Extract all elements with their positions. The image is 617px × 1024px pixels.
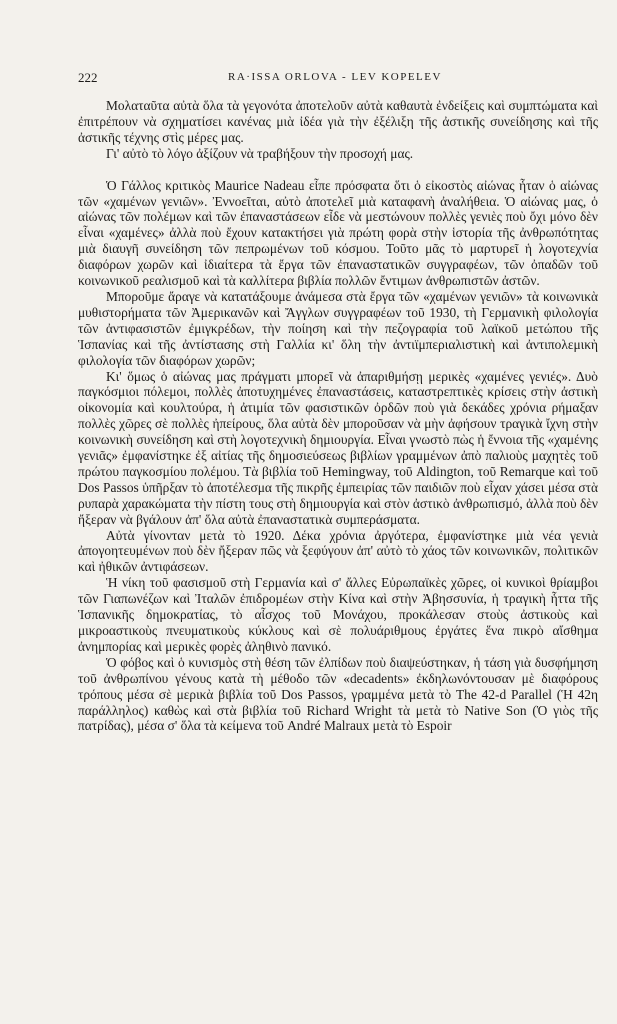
running-title: RA·ISSA ORLOVA - LEV KOPELEV <box>228 71 442 83</box>
paragraph: Κι' ὅμως ὁ αἰώνας μας πράγματι μπορεῖ νὰ ἀπαριθμήσῃ μερικὲς «χαμένες γενιές». Δυὸ παγκόσμιοι πόλεμοι, πολλὲς ἀποτυχημένες ἐπαναστάσεις, καταστρεπτικὲς κρίσεις στὴν ἀστικὴ οἰκονομία καὶ κουλτούρα, ἡ ἀτιμία τῶν φασιστικῶν ὀρδῶν ποὺ γιὰ δεκάδες χρόνια ρήμαξαν πολλὲς χῶρες σὲ πολλὲς ἠπείρους, ὅλα αὐτὰ δὲν μποροῦσαν νὰ μὴν ἀφήσουν τραγικὰ ἴχνη στὴν κοινωνικὴ συνείδηση καὶ στὴ λογοτεχνικὴ δημιουργία. Εἶναι γνωστὸ πὼς ἡ ἔννοια τῆς «χαμένης γενιᾶς» ἐμφανίστηκε ἐξ αἰτίας τῆς δημοσιεύσεως βιβλίων γραμμένων ἀπὸ παλιοὺς μαχητὲς τοῦ πρώτου παγκοσμίου πολέμου. Τὰ βιβλία τοῦ Hemingway, τοῦ Aldington, τοῦ Remarque καὶ τοῦ Dos Passos ὑπῆρξαν τὸ ἀποτέλεσμα τῆς πικρῆς ἐμπειρίας τῶν παιδιῶν ποὺ εἶχαν χάσει μέσα στὰ ρυπαρὰ χαρακώματα τὴν πίστη τους στὴ δημιουργία καὶ στὸν ἀστικὸ ἀνθρωπισμό, ἀλλὰ ποὺ δὲν ἤξεραν νὰ βγάλουν ἀπ' ὅλα αὐτὰ ἐπαναστατικὰ συμπεράσματα. <box>78 368 598 527</box>
paragraph: Αὐτὰ γίνονταν μετὰ τὸ 1920. Δέκα χρόνια ἀργότερα, ἐμφανίστηκε μιὰ νέα γενιὰ ἀπογοητευμένων ποὺ δὲν ἤξεραν πῶς νὰ ξεφύγουν ἀπ' αὐτὸ τὸ χάος τῶν κοινωνικῶν, πολιτικῶν καὶ ἠθικῶν ἀντιφάσεων. <box>78 527 598 575</box>
page-number: 222 <box>78 70 98 85</box>
paragraph: Ὁ φόβος καὶ ὁ κυνισμὸς στὴ θέση τῶν ἐλπίδων ποὺ διαψεύστηκαν, ἡ τάση γιὰ δυσφήμηση τοῦ ἀνθρωπίνου γένους κατὰ τὴ μέθοδο τῶν «decadents» ἐκδηλωνόντουσαν μὲ διαφόρους τρόπους μέσα σὲ μερικὰ βιβλία τοῦ Dos Passos, γραμμένα μετὰ τὸ The 42-d Parallel (Ἡ 42η παράλληλος) καθὼς καὶ στὰ βιβλία τοῦ Richard Wright τὰ μετὰ τὸ Native Son (Ὁ γιὸς τῆς πατρίδας), μέσα σ' ὅλα τὰ κείμενα τοῦ André Malraux μετὰ τὸ Espoir <box>78 654 598 734</box>
paragraph: Μποροῦμε ἄραγε νὰ κατατάξουμε ἀνάμεσα στὰ ἔργα τῶν «χαμένων γενιῶν» τὰ κοινωνικὰ μυθιστορήματα τῶν Ἀμερικανῶν καὶ Ἄγγλων συγγραφέων τοῦ 1930, τὴ Γερμανικὴ φιλολογία τῶν ἀντιφασιστῶν ἐμιγκρέδων, τὴν ποίηση καὶ τὴν πεζογραφία τοῦ λαϊκοῦ μετώπου τῆς Ἱσπανίας καὶ τῆς ἀντίστασης στὴ Γαλλία κι' ὅλη τὴν ἀντιϊμπεριαλιστικὴ καὶ ἀντιπολεμικὴ φιλολογία τῶν διαφόρων χωρῶν; <box>78 288 598 368</box>
paragraph: Ἡ νίκη τοῦ φασισμοῦ στὴ Γερμανία καὶ σ' ἄλλες Εὐρωπαϊκὲς χῶρες, οἱ κυνικοὶ θρίαμβοι τῶν Γιαπωνέζων καὶ Ἰταλῶν ἐπιδρομέων στὴν Κίνα καὶ στὴν Ἀβησσυνία, ἡ τραγικὴ ἧττα τῆς Ἱσπανικῆς δημοκρατίας, τὸ αἶσχος τοῦ Μονάχου, προκάλεσαν στοὺς ἀστικοὺς καὶ μικροαστικοὺς πνευματικοὺς κύκλους καὶ σὲ πολυάριθμους ἐργάτες ἕνα πικρὸ αἴσθημα ἀνημπορίας καὶ μερικὲς φορὲς ἀληθινὸ πανικό. <box>78 575 598 654</box>
body-text <box>78 98 598 734</box>
paragraph: Μολαταῦτα αὐτὰ ὅλα τὰ γεγονότα ἀποτελοῦν αὐτὰ καθαυτὰ ἐνδείξεις καὶ συμπτώματα καὶ ἐπιτρέπουν νὰ σχηματίσει κανένας μιὰ ἰδέα γιὰ τὴν ἐξέλιξη τῆς ἀστικῆς συνείδησης καὶ τῆς ἀστικῆς τέχνης στὶς μέρες μας. <box>78 98 598 145</box>
paragraph: Ὁ Γάλλος κριτικὸς Maurice Nadeau εἶπε πρόσφατα ὅτι ὁ εἰκοστὸς αἰώνας ἦταν ὁ αἰώνας τῶν «χαμένων γενιῶν». Ἐννοεῖται, αὐτὸ ἀποτελεῖ μιὰ καταφανὴ ἀναλήθεια. Ὁ αἰώνας μας, ὁ αἰώνας τῶν πολέμων καὶ τῶν ἐπαναστάσεων εἶδε νὰ μεστώνουν πολλὲς γενιὲς ποὺ ὄχι μόνο δὲν εἶναι «χαμένες» ἀλλὰ ποὺ ἔχουν κατακτήσει γιὰ πρώτη φορὰ στὴν ἱστορία τῆς ἀνθρωπότητας μιὰ διαυγῆ συνείδηση τῶν πεπρωμένων τοῦ κόσμου. Τοῦτο μᾶς τὸ μαρτυρεῖ ἡ λογοτεχνία διαφόρων χωρῶν καὶ ἰδιαίτερα τὰ ἔργα τῶν ἐπαναστατικῶν συγγραφέων, τῶν ὀπαδῶν τοῦ κοινωνικοῦ ρεαλισμοῦ καὶ τὰ καλλίτερα βιβλία πολλῶν ἔντιμων ἀνθρωπιστῶν ἀστῶν. <box>78 177 598 289</box>
paragraph: Γι' αὐτὸ τὸ λόγο ἀξίζουν νὰ τραβήξουν τὴν προσοχή μας. <box>106 145 414 161</box>
running-header <box>78 70 587 88</box>
